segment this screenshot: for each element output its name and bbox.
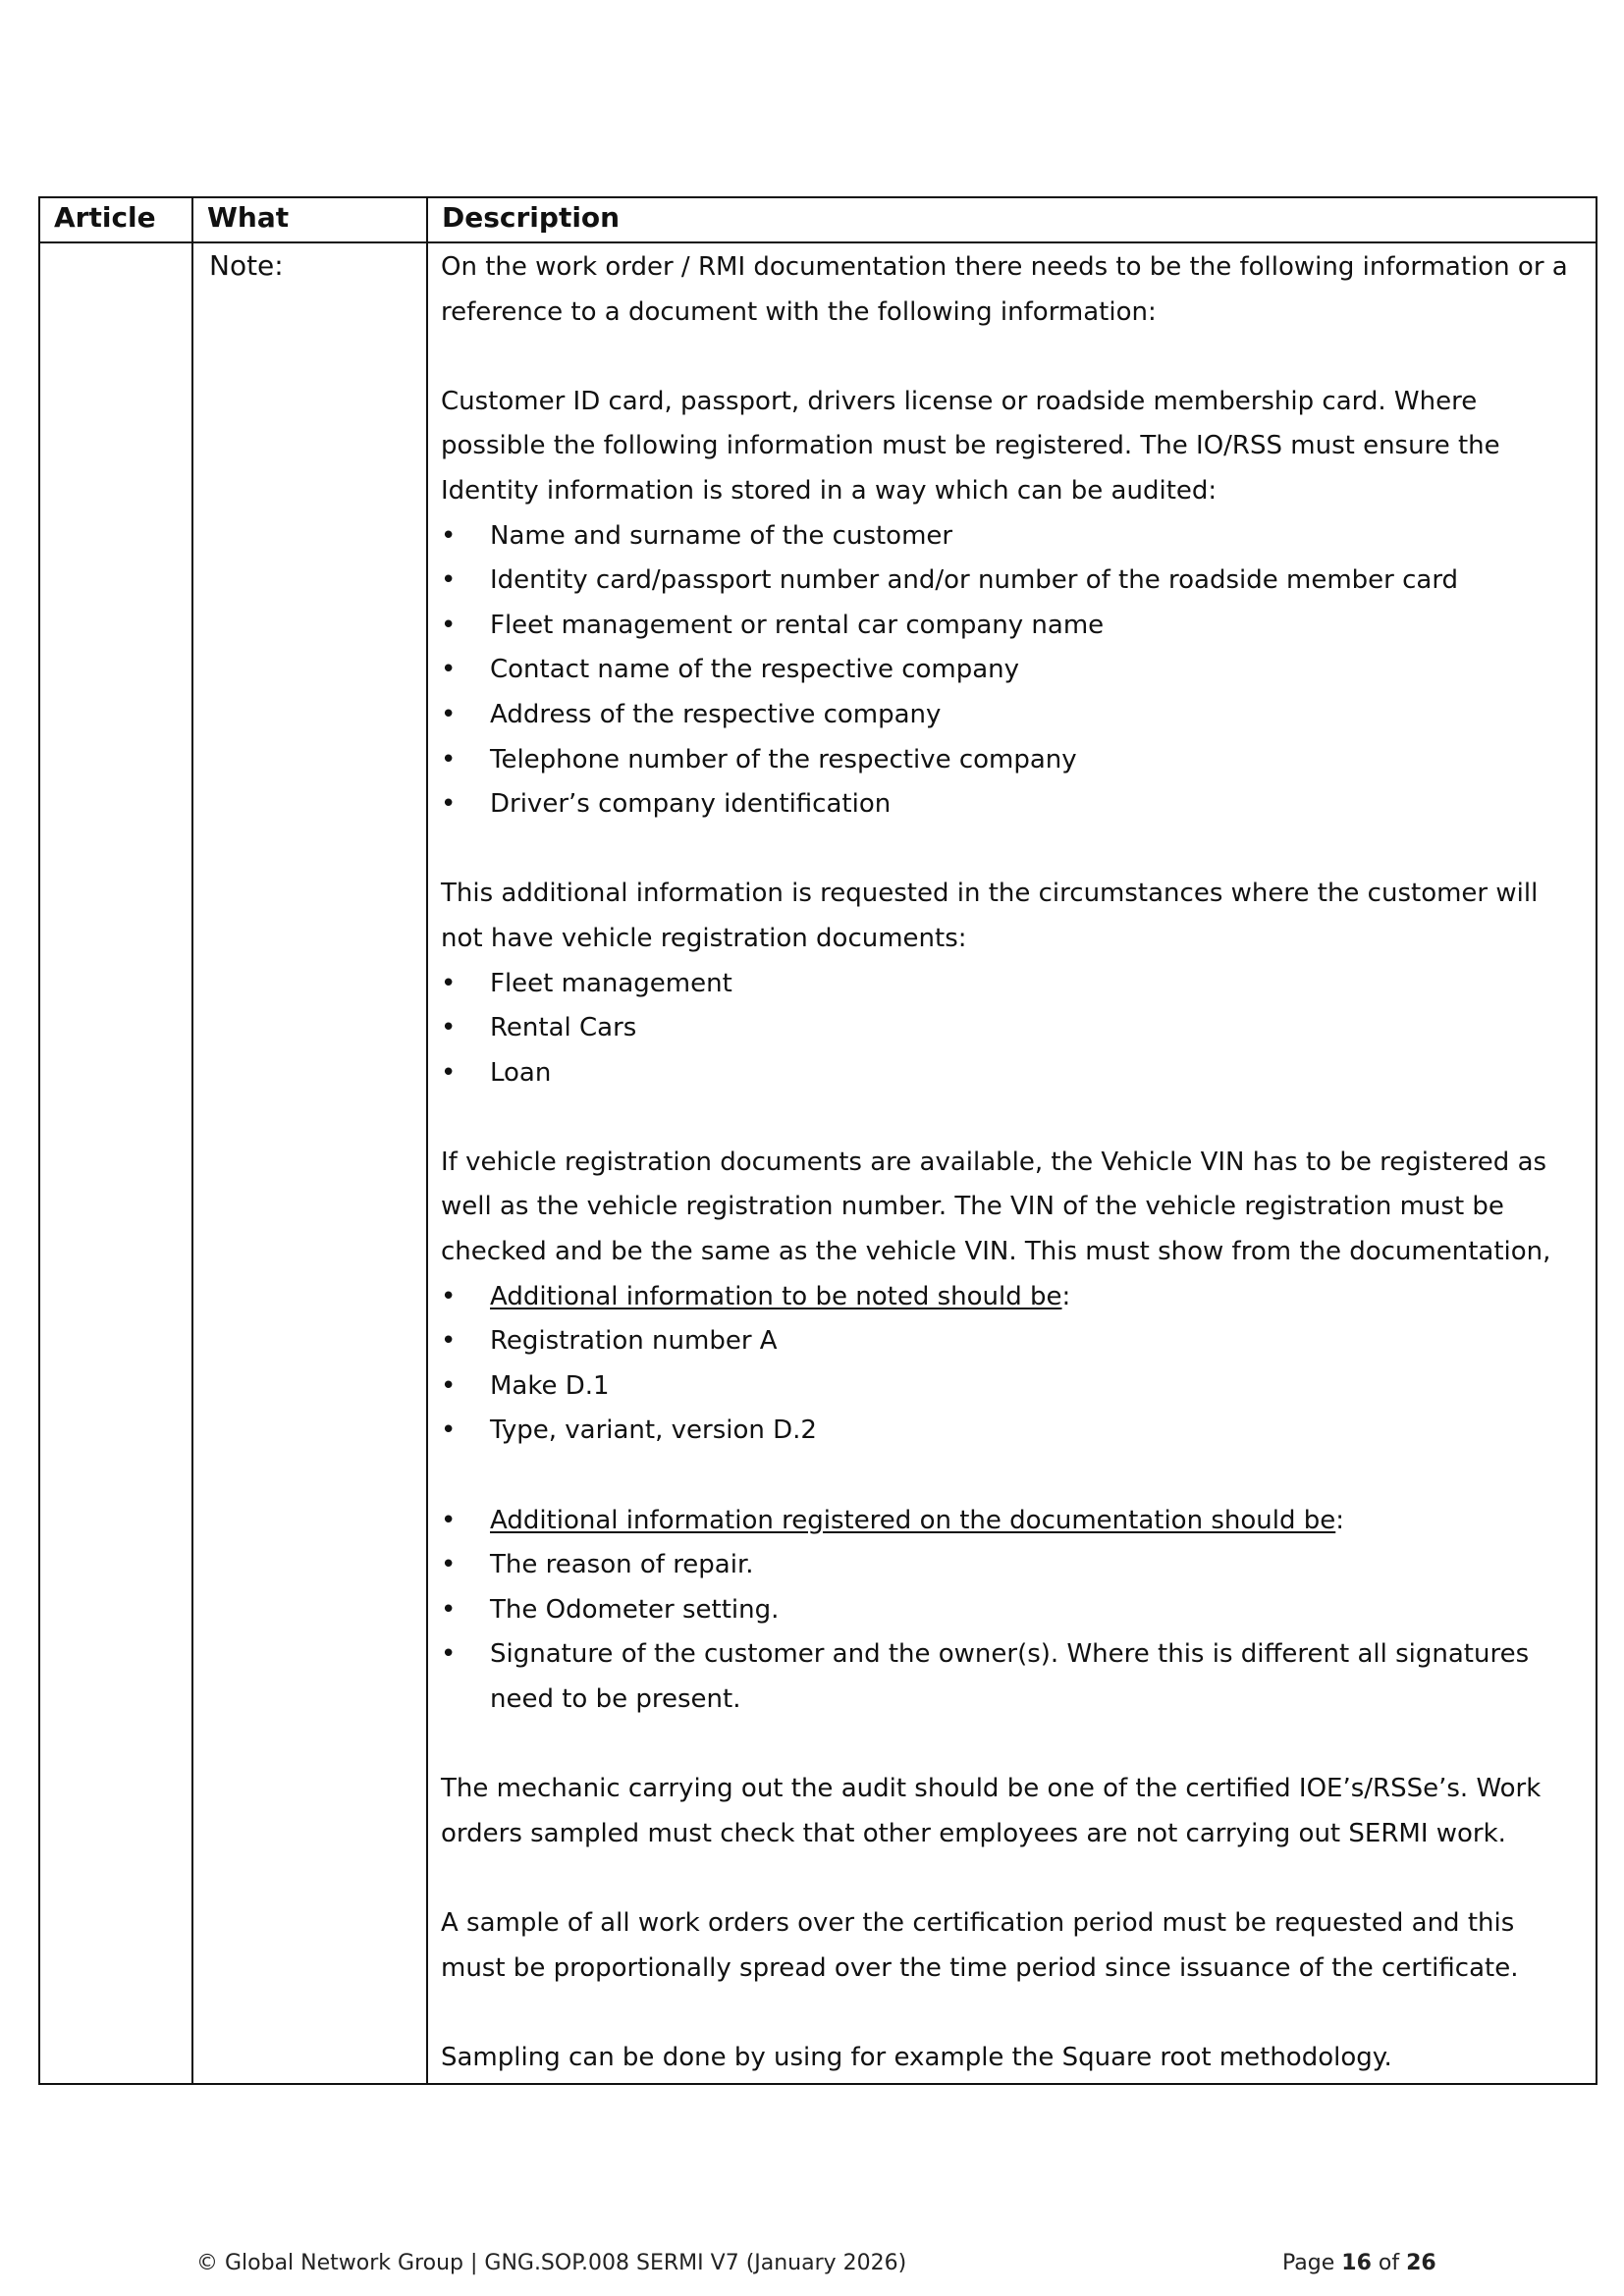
paragraph-gap xyxy=(441,1723,1582,1768)
list-item xyxy=(441,514,1582,560)
bullet-icon: • xyxy=(441,1550,457,1580)
page-of: of xyxy=(1378,2251,1400,2275)
bullet-icon: • xyxy=(441,565,457,596)
paragraph-gap xyxy=(441,828,1582,873)
bullet-icon: • xyxy=(441,1505,457,1535)
list-item xyxy=(441,1543,1582,1588)
noted-items-list xyxy=(441,1319,1582,1454)
bullet-icon: • xyxy=(441,789,457,820)
sampling-paragraph: Sampling can be done by using for example the Square root methodology. xyxy=(441,2042,1392,2072)
list-item xyxy=(441,1364,1582,1410)
bullet-icon: • xyxy=(441,1594,457,1625)
bullet-icon: • xyxy=(441,968,457,998)
paragraph-gap xyxy=(441,1454,1582,1499)
noted-heading: Additional information to be noted should be xyxy=(490,1281,1062,1311)
list-item-text: Driver’s company identification xyxy=(490,789,892,820)
list-item-text: Fleet management or rental car company name xyxy=(490,610,1105,640)
list-item-text: Name and surname of the customer xyxy=(490,520,953,551)
list-item-text: Rental Cars xyxy=(490,1013,637,1043)
bullet-icon: • xyxy=(441,1281,457,1311)
list-item xyxy=(441,1409,1582,1454)
footer-copyright: © Global Network Group | GNG.SOP.008 SERMI V7 (January 2026) xyxy=(196,2251,907,2275)
list-item-text: Fleet management xyxy=(490,968,732,998)
intro-paragraph: On the work order / RMI documentation there needs to be the following information or a reference to a document with the following information: xyxy=(441,252,1568,327)
bullet-icon: • xyxy=(441,655,457,685)
list-item xyxy=(441,1051,1582,1096)
page-total: 26 xyxy=(1406,2251,1436,2275)
header-what: What xyxy=(192,197,427,242)
identity-list xyxy=(441,514,1582,828)
list-item xyxy=(441,604,1582,649)
list-item-text: Loan xyxy=(490,1057,552,1088)
bullet-icon: • xyxy=(441,699,457,729)
header-article: Article xyxy=(39,197,192,242)
paragraph-gap xyxy=(441,1991,1582,2036)
bullet-icon: • xyxy=(441,1639,457,1670)
paragraph-gap xyxy=(441,1095,1582,1141)
bullet-icon: • xyxy=(441,1370,457,1401)
bullet-icon: • xyxy=(441,520,457,551)
list-item xyxy=(441,1588,1582,1633)
bullet-icon: • xyxy=(441,1415,457,1446)
bullet-icon: • xyxy=(441,610,457,640)
article-cell xyxy=(39,242,192,2084)
page-current: 16 xyxy=(1341,2251,1372,2275)
list-item xyxy=(441,1632,1582,1722)
noted-list xyxy=(441,1275,1582,1320)
list-item xyxy=(441,782,1582,828)
registered-items-list xyxy=(441,1543,1582,1722)
list-item-text: Contact name of the respective company xyxy=(490,655,1020,685)
registered-heading: Additional information registered on the documentation should be xyxy=(490,1505,1336,1535)
requirements-table xyxy=(38,196,1597,2085)
table-row xyxy=(39,242,1597,2084)
header-description: Description xyxy=(427,197,1597,242)
list-item-text: Make D.1 xyxy=(490,1370,610,1401)
paragraph-gap xyxy=(441,1856,1582,1901)
list-item xyxy=(441,559,1582,604)
additional-paragraph: This additional information is requested in the circumstances where the customer will not have vehicle registration documents: xyxy=(441,879,1539,953)
list-item-text: Registration number A xyxy=(490,1326,778,1357)
description-cell xyxy=(427,242,1597,2084)
paragraph-gap xyxy=(441,335,1582,380)
what-cell: Note: xyxy=(192,242,427,2084)
list-item-text: The reason of repair. xyxy=(490,1550,754,1580)
footer-page-number xyxy=(1282,2251,1436,2275)
list-item-text: The Odometer setting. xyxy=(490,1594,780,1625)
registered-list xyxy=(441,1499,1582,1544)
list-item-text: Type, variant, version D.2 xyxy=(490,1415,817,1446)
identity-paragraph: Customer ID card, passport, drivers license or roadside membership card. Where possible the following information must be registered. The IO/RSS must ensure the Identity information is stored in a way which can be audited: xyxy=(441,386,1500,506)
list-item xyxy=(441,738,1582,783)
colon: : xyxy=(1335,1505,1345,1535)
mechanic-paragraph: The mechanic carrying out the audit should be one of the certified IOE’s/RSSe’s. Work orders sampled must check that other employees are not carrying out SERMI work. xyxy=(441,1774,1542,1848)
list-item xyxy=(441,1499,1582,1544)
list-item-text: Address of the respective company xyxy=(490,699,942,729)
list-item-text: Identity card/passport number and/or number of the roadside member card xyxy=(490,565,1459,596)
bullet-icon: • xyxy=(441,1013,457,1043)
list-item-text: Signature of the customer and the owner(s). Where this is different all signatures need to be present. xyxy=(490,1639,1530,1714)
bullet-icon: • xyxy=(441,1057,457,1088)
additional-list xyxy=(441,962,1582,1096)
list-item xyxy=(441,1275,1582,1320)
sample-paragraph: A sample of all work orders over the certification period must be requested and this must be proportionally spread over the time period since issuance of the certificate. xyxy=(441,1907,1519,1983)
colon: : xyxy=(1061,1281,1071,1311)
list-item xyxy=(441,648,1582,693)
table-header-row xyxy=(39,197,1597,242)
list-item xyxy=(441,1006,1582,1051)
list-item xyxy=(441,1319,1582,1364)
list-item xyxy=(441,962,1582,1007)
list-item-text: Telephone number of the respective company xyxy=(490,744,1077,774)
bullet-icon: • xyxy=(441,744,457,774)
bullet-icon: • xyxy=(441,1326,457,1357)
vin-paragraph: If vehicle registration documents are available, the Vehicle VIN has to be registered as well as the vehicle registration number. The VIN of the vehicle registration must be checked and be the same as the vehicle VIN. This must show from the documentation, xyxy=(441,1147,1551,1267)
list-item xyxy=(441,693,1582,738)
page-prefix: Page xyxy=(1282,2251,1335,2275)
